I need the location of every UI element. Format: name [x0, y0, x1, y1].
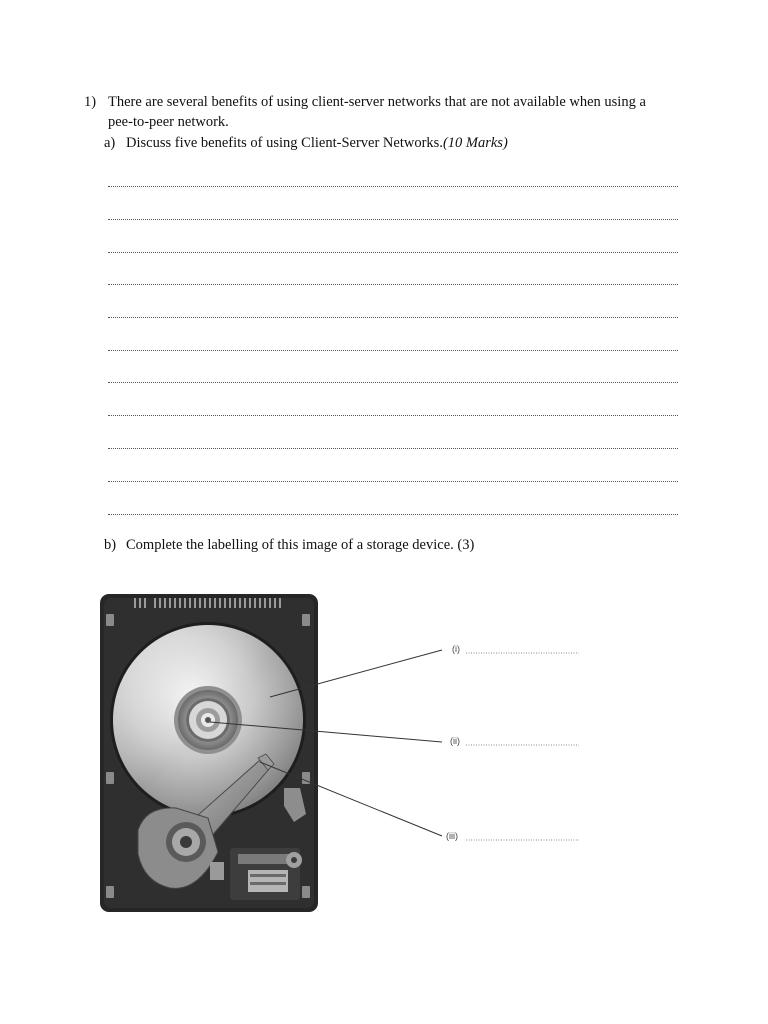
label-iii: (iii): [446, 831, 458, 841]
question-number: 1): [84, 94, 97, 110]
part-a-label: a): [104, 135, 116, 151]
question-intro-line-1: There are several benefits of using client-server networks that are not available when using a: [108, 94, 646, 110]
leader-line-iii: [260, 762, 442, 836]
label-i: (i): [452, 644, 460, 654]
part-b-question: Complete the labelling of this image of a storage device. (3): [126, 537, 475, 553]
leader-line-i: [270, 650, 442, 697]
label-ii: (ii): [450, 736, 460, 746]
part-a-text: Discuss five benefits of using Client-Server Networks.: [126, 135, 443, 151]
part-a-marks: (10 Marks): [442, 135, 508, 151]
leader-line-ii: [210, 722, 442, 742]
question-intro-line-2: pee-to-peer network.: [108, 114, 229, 130]
part-b-label: b): [104, 537, 117, 553]
